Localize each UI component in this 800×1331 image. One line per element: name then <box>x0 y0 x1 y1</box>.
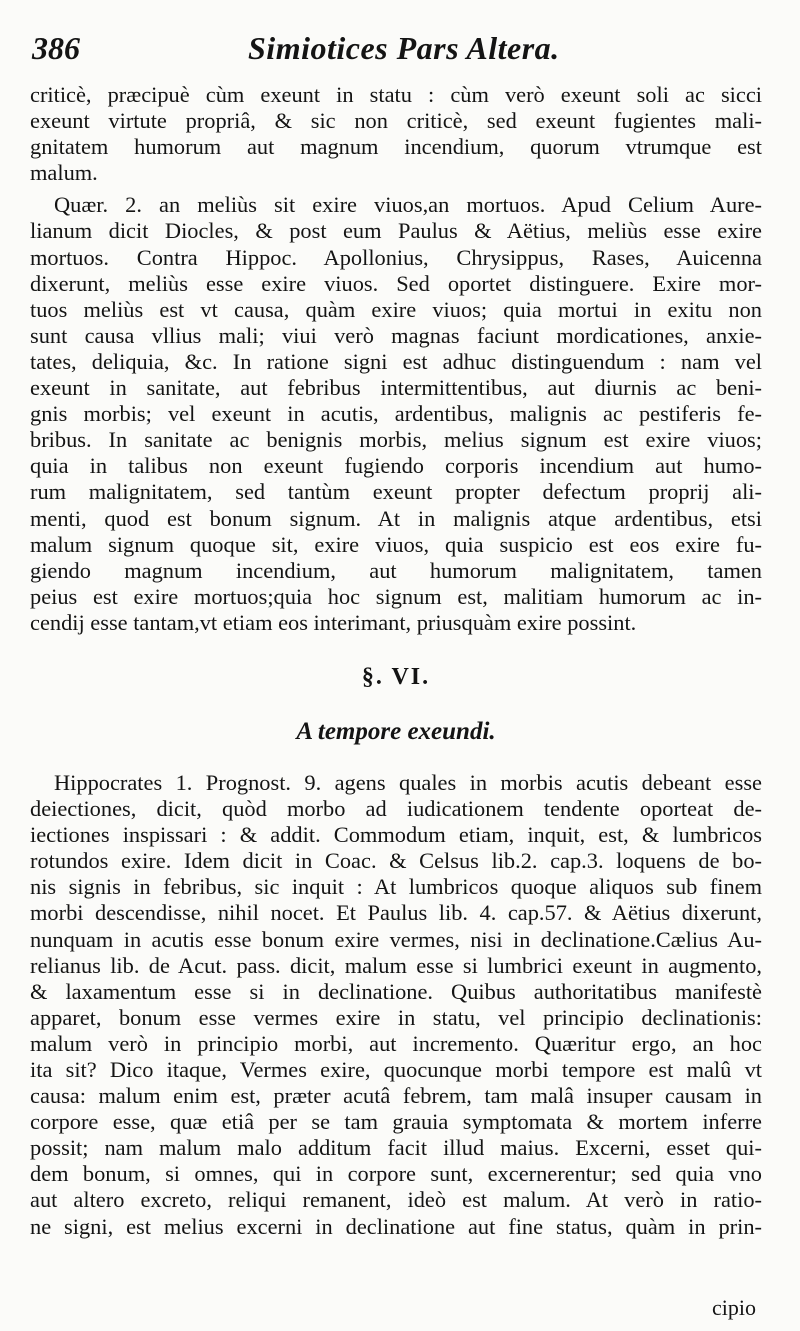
text-line: peius est exire mortuos;quia hoc signum est, malitiam humorum ac in- <box>30 583 762 609</box>
section-title: A tempore exeundi. <box>296 717 496 745</box>
text-line: quia in talibus non exeunt fugiendo corporis incendium aut humo- <box>30 453 762 479</box>
page-header <box>30 30 762 82</box>
text-line: bribus. In sanitate ac benignis morbis, melius signum est exire viuos; <box>30 427 762 453</box>
paragraph-1 <box>30 82 762 186</box>
text-line: rum malignitatem, sed tantùm exeunt propter defectum proprij ali- <box>30 479 762 505</box>
text-line: giendo magnum incendium, aut humorum malignitatem, tamen <box>30 557 762 583</box>
text-line: deiectiones, dicit, quòd morbo ad iudicationem tendente oporteat de- <box>30 796 762 822</box>
catchword: cipio <box>712 1295 756 1320</box>
text-line: sunt causa vllius mali; viui verò magnas faciunt mordicationes, anxie- <box>30 322 762 348</box>
text-line: cendij esse tantam,vt etiam eos interimant, priusquàm exire possint. <box>30 609 637 635</box>
text-line: exeunt in sanitate, aut febribus intermittentibus, aut diurnis ac beni- <box>30 375 762 401</box>
text-line: malum signum quoque sit, exire viuos, quia suspicio est eos exire fu- <box>30 531 762 557</box>
text-line: possit; nam malum malo additum facit illud maius. Excerni, esset qui- <box>30 1135 762 1161</box>
text-line: ne signi, est melius excerni in declinatione aut fine status, quàm in prin- <box>30 1213 762 1239</box>
text-line: apparet, bonum esse vermes exire in statu, vel principio declinationis: <box>30 1004 762 1030</box>
text-line: malum. <box>30 160 98 186</box>
text-line: tuos meliùs est vt causa, quàm exire viuos; quia mortui in exitu non <box>30 296 762 322</box>
text-line: nis signis in febribus, sic inquit : At lumbricos quoque aliquos sub finem <box>30 874 762 900</box>
text-line: dem bonum, si omnes, qui in corpore sunt, excernerentur; sed quia vno <box>30 1161 762 1187</box>
text-line: morbi descendisse, nihil nocet. Et Paulus lib. 4. cap.57. & Aëtius dixerunt, <box>30 900 762 926</box>
text-line: malum verò in principio morbi, aut incremento. Quæritur ergo, an hoc <box>30 1030 762 1056</box>
text-line: exeunt virtute propriâ, & sic non criticè, sed exeunt fugientes mali- <box>30 108 762 134</box>
text-line: tates, deliquia, &c. In ratione signi est adhuc distinguendum : nam vel <box>30 348 762 374</box>
paragraph-2 <box>30 192 762 636</box>
page-number: 386 <box>32 30 80 66</box>
text-line: ita sit? Dico itaque, Vermes exire, quocunque morbi tempore est malû vt <box>30 1057 762 1082</box>
section-number: §. VI. <box>361 663 431 690</box>
text-line: corpore esse, quæ etiâ per se tam grauia symptomata & mortem inferre <box>30 1109 762 1135</box>
text-line: nunquam in acutis esse bonum exire vermes, nisi in declinatione.Cælius Au- <box>30 926 762 952</box>
text-line: Quær. 2. an meliùs sit exire viuos,an mortuos. Apud Celium Aure- <box>54 192 762 218</box>
text-line: lianum dicit Diocles, & post eum Paulus & Aëtius, meliùs esse exire <box>30 218 762 244</box>
text-line: relianus lib. de Acut. pass. dicit, malum esse si lumbrici exeunt in augmento, <box>30 952 762 978</box>
text-line: dixerunt, meliùs esse exire viuos. Sed oportet distinguere. Exire mor- <box>30 270 762 296</box>
text-line: mortuos. Contra Hippoc. Apollonius, Chrysippus, Rases, Auicenna <box>30 244 762 270</box>
text-line: Hippocrates 1. Prognost. 9. agens quales in morbis acutis debeant esse <box>54 769 762 795</box>
text-line: gnitatem humorum aut magnum incendium, quorum vtrumque est <box>30 134 762 160</box>
running-head: Simiotices Pars Altera. <box>248 30 560 66</box>
text-line: iectiones inspissari : & addit. Commodum etiam, inquit, est, & lumbricos <box>30 822 762 848</box>
text-line: rotundos exire. Idem dicit in Coac. & Celsus lib.2. cap.3. loquens de bo- <box>30 848 762 874</box>
text-line: criticè, præcipuè cùm exeunt in statu : cùm verò exeunt soli ac sicci <box>30 82 762 107</box>
text-line: & laxamentum esse si in declinatione. Quibus authoritatibus manifestè <box>30 978 762 1004</box>
text-line: causa: malum enim est, præter acutâ febrem, tam malâ insuper causam in <box>30 1083 762 1109</box>
paragraph-3 <box>30 770 762 1240</box>
text-line: menti, quod est bonum signum. At in malignis atque ardentibus, etsi <box>30 505 762 531</box>
text-line: aut altero excreto, reliqui remanent, ideò est malum. At verò in ratio- <box>30 1187 762 1213</box>
text-line: gnis morbis; vel exeunt in acutis, ardentibus, malignis ac pestiferis fe- <box>30 401 762 427</box>
